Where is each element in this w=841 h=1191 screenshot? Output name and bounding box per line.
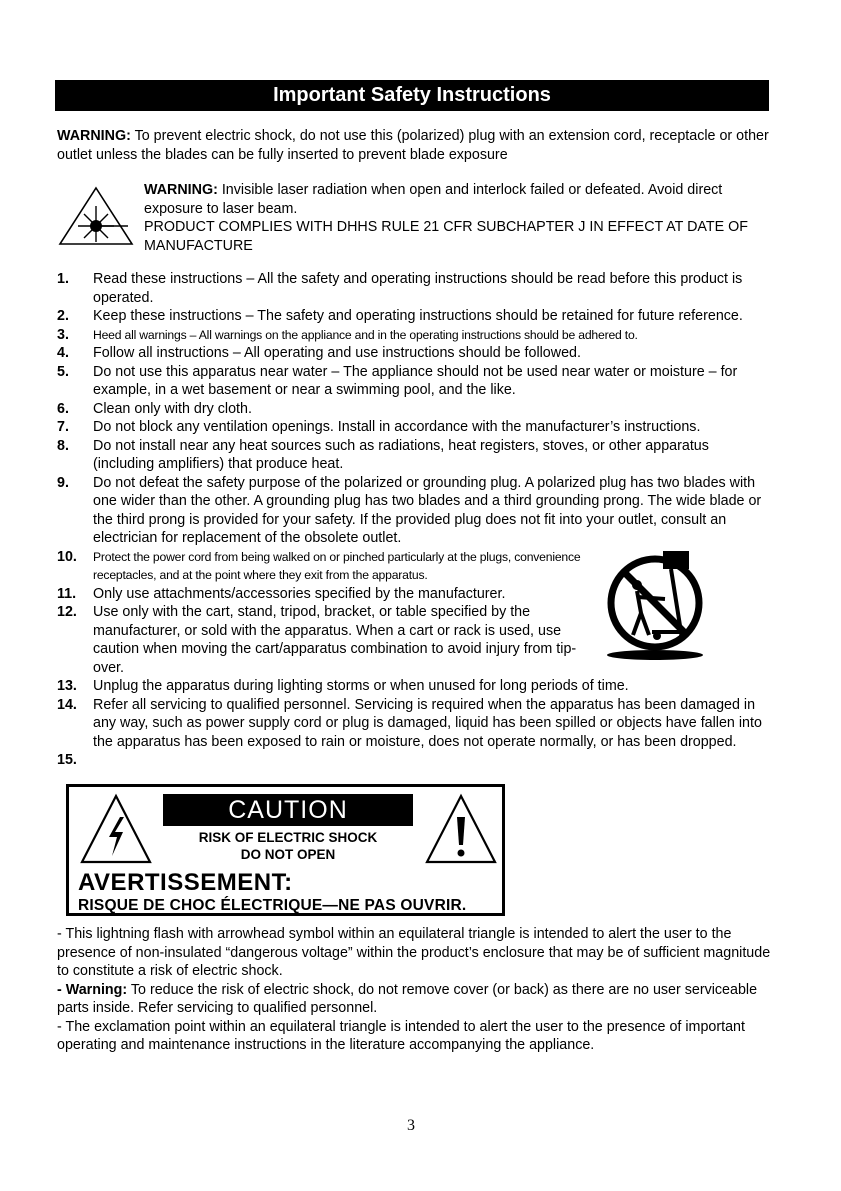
page-number: 3: [407, 1117, 415, 1134]
warning-note: [57, 981, 771, 1018]
caution-line-2: DO NOT OPEN: [240, 847, 336, 862]
lightning-warning-icon: [79, 793, 153, 865]
laser-warning-text: Invisible laser radiation when open and interlock failed or defeated. Avoid direct exposure to laser beam.: [144, 182, 723, 217]
list-item: 4. Follow all instructions – All operating and use instructions should be followed.: [57, 345, 581, 361]
caution-subtext: [163, 829, 413, 863]
list-item: 9. Do not defeat the safety purpose of the polarized or grounding plug. A polarized plug has two blades with one wider than the other. A grounding plug has two blades and a third grounding prong. The wide blade or the third prong is provided for your safety. If the provided plug does not fit into your outlet, consult an electrician for replacement of the obsolete outlet.: [57, 474, 762, 546]
cart-tip-over-warning-icon: [607, 537, 707, 663]
list-item: 3. Heed all warnings – All warnings on the appliance and in the operating instructions should be adhered to.: [57, 326, 638, 343]
list-item: 1. Read these instructions – All the safety and operating instructions should be read before this product is operated.: [57, 271, 743, 306]
list-item: 14. Refer all servicing to qualified personnel. Servicing is required when the apparatus has been damaged in any way, such as power supply cord or plug is damaged, liquid has been spilled or objects have fallen into the apparatus has been exposed to rain or moisture, does not operate normally, or has been dropped.: [57, 696, 762, 750]
exclamation-note: - The exclamation point within an equilateral triangle is intended to alert the user to the presence of important operating and maintenance instructions in the literature accompanying the appliance.: [57, 1018, 745, 1053]
laser-warning: [144, 181, 769, 255]
plug-warning: [57, 127, 771, 164]
list-item: 2. Keep these instructions – The safety and operating instructions should be retained for future reference.: [57, 308, 743, 324]
laser-radiation-icon: [58, 186, 134, 246]
french-heading: AVERTISSEMENT:: [78, 869, 293, 896]
list-item: 10. Protect the power cord from being walked on or pinched particularly at the plugs, convenience receptacles, and at the point where they exit from the apparatus.: [57, 548, 581, 582]
warning-note-label: - Warning:: [57, 981, 128, 998]
page-title: Important Safety Instructions: [55, 80, 769, 111]
list-item: 6. Clean only with dry cloth.: [57, 400, 252, 417]
list-item: 5. Do not use this apparatus near water – The appliance should not be used near water or moisture – for example, in a wet basement or near a swimming pool, and the like.: [57, 363, 738, 398]
symbol-notes: [57, 925, 771, 1055]
list-item: 13. Unplug the apparatus during lighting storms or when unused for long periods of time.: [57, 678, 629, 694]
list-item: 11. Only use attachments/accessories specified by the manufacturer.: [57, 585, 506, 602]
caution-label: [66, 784, 505, 916]
caution-heading: CAUTION: [163, 794, 413, 826]
safety-instructions-list: 1. Read these instructions – All the safety and operating instructions should be read before this product is operated. 2. Keep these instructions – The safety and operating instructions should be retained for future reference. 3. Heed all warnings – All warnings on the appliance and in the operating instructions should be adhered to. 4. Follow all instructions – All operating and use instructions should be followed. 5. Do not use this apparatus near water – The appliance should not be used near water or moisture – for example, in a wet basement or near a swimming pool, and the like. 6. Clean only with dry cloth. 7. Do not block any ventilation openings. Install in accordance with the manufacturer’s instructions. 8. Do not install near any heat sources such as radiations, heat registers, stoves, or other apparatus (including amplifiers) that produce heat. 9. Do not defeat the safety purpose of the polarized or grounding plug. A polarized plug has two blades with one wider than the other. A grounding plug has two blades and a third grounding prong. The wide blade or the third prong is provided for your safety. If the provided plug does not fit into your outlet, consult an electrician for replacement of the obsolete outlet. 10. Protect the power cord from being walked on or pinched particularly at the plugs, convenience receptacles, and at the point where they exit from the apparatus. 11. Only use attachments/accessories specified by the manufacturer. 12. Use only with the cart, stand, tripod, bracket, or table specified by the manufacturer, or sold with the apparatus. When a cart or rack is used, use caution when moving the cart/apparatus combination to avoid injury from tip-over. 13. Unplug the apparatus during lighting storms or when unused for long periods of time. 14. Refer all servicing to qualified personnel. Servicing is required when the apparatus has been damaged in any way, such as power supply cord or plug is damaged, liquid has been spilled or objects have fallen into the apparatus has been exposed to rain or moisture, does not operate normally, or has been dropped. 15.: [57, 270, 771, 751]
french-warning: RISQUE DE CHOC ÉLECTRIQUE—NE PAS OUVRIR.: [78, 897, 467, 914]
list-item: 12. Use only with the cart, stand, tripod, bracket, or table specified by the manufacturer, or sold with the apparatus. When a cart or rack is used, use caution when moving the cart/apparatus combination to avoid injury from tip-over.: [57, 604, 577, 676]
plug-warning-label: WARNING:: [57, 128, 131, 144]
warning-note-text: To reduce the risk of electric shock, do not remove cover (or back) as there are no user serviceable parts inside. Refer servicing to qualified personnel.: [57, 981, 758, 1016]
exclamation-warning-icon: [424, 793, 498, 865]
lightning-note: - This lightning flash with arrowhead symbol within an equilateral triangle is intended to alert the user to the presence of non-insulated “dangerous voltage” within the product’s enclosure that may be of sufficient magnitude to constitute a risk of electric shock.: [57, 926, 771, 979]
caution-line-1: RISK OF ELECTRIC SHOCK: [198, 830, 378, 845]
laser-compliance-text: PRODUCT COMPLIES WITH DHHS RULE 21 CFR SUBCHAPTER J IN EFFECT AT DATE OF MANUFACTURE: [144, 219, 748, 254]
list-item: 7. Do not block any ventilation openings. Install in accordance with the manufacturer’s instructions.: [57, 419, 701, 435]
list-item: 8. Do not install near any heat sources such as radiations, heat registers, stoves, or other apparatus (including amplifiers) that produce heat.: [57, 437, 709, 472]
laser-warning-label: WARNING:: [144, 182, 218, 198]
plug-warning-text: To prevent electric shock, do not use this (polarized) plug with an extension cord, receptacle or other outlet unless the blades can be fully inserted to prevent blade exposure: [57, 128, 769, 163]
